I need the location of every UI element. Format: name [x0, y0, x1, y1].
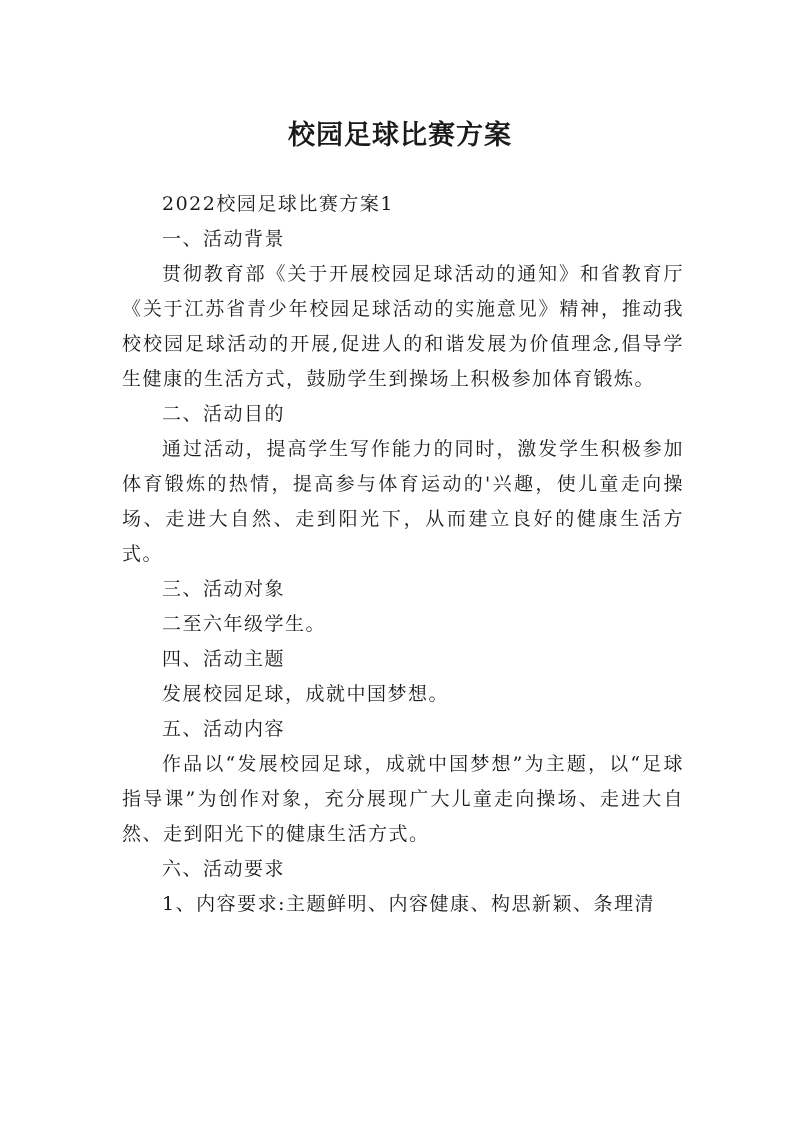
paragraph-purpose: 通过活动，提高学生写作能力的同时，激发学生积极参加体育锻炼的热情，提高参与体育运动的'兴趣，使儿童走向操场、走进大自然、走到阳光下，从而建立良好的健康生活方式。 — [122, 438, 684, 565]
heading-target: 三、活动对象 — [162, 578, 286, 600]
section-subtitle: 2022校园足球比赛方案1 — [162, 193, 394, 215]
document-title: 校园足球比赛方案 — [288, 120, 512, 152]
heading-requirements: 六、活动要求 — [162, 858, 286, 880]
paragraph-requirements: 1、内容要求:主题鲜明、内容健康、构思新颖、条理清 — [162, 893, 655, 915]
paragraph-background: 贯彻教育部《关于开展校园足球活动的通知》和省教育厅《关于江苏省青少年校园足球活动的实施意见》精神，推动我校校园足球活动的开展,促进人的和谐发展为价值理念,倡导学生健康的生活方式，鼓励学生到操场上积极参加体育锻炼。 — [122, 263, 684, 390]
paragraph-target: 二至六年级学生。 — [162, 613, 327, 635]
document-body — [122, 187, 684, 922]
heading-purpose: 二、活动目的 — [162, 403, 286, 425]
paragraph-content: 作品以“发展校园足球，成就中国梦想”为主题，以“足球指导课”为创作对象，充分展现广大儿童走向操场、走进大自然、走到阳光下的健康生活方式。 — [122, 753, 684, 845]
heading-background: 一、活动背景 — [162, 228, 286, 250]
heading-content: 五、活动内容 — [162, 718, 286, 740]
paragraph-theme: 发展校园足球，成就中国梦想。 — [162, 683, 450, 705]
heading-theme: 四、活动主题 — [162, 648, 286, 670]
